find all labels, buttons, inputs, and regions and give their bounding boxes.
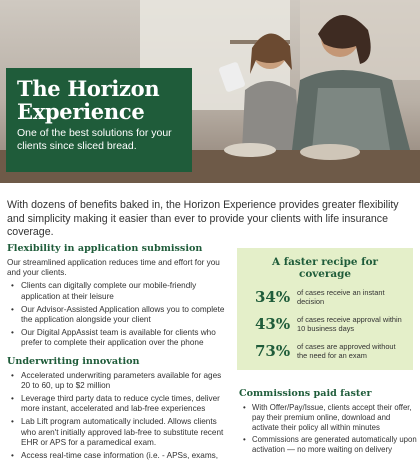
list-item: • Commissions are generated automatically upon activation — no more waiting on delivery: [239, 435, 417, 455]
stat-percent: 34%: [255, 288, 291, 306]
intro-paragraph: With dozens of benefits baked in, the Horizon Experience provides greater flexibility and simplicity making it easier than ever to provide your clients with life insurance coverage.: [7, 199, 399, 239]
coverage-title: A faster recipe for coverage: [272, 256, 378, 280]
flexibility-list: [7, 281, 227, 348]
stat-row: [247, 315, 403, 334]
left-column: [7, 243, 227, 464]
commissions-heading: Commissions paid faster: [239, 388, 372, 399]
list-item: • Our Advisor-Assisted Application allows you to complete the application alongside your client: [7, 305, 227, 325]
stat-percent: 43%: [255, 314, 291, 333]
commissions-list: [239, 403, 417, 455]
list-item: • Lab Lift program automatically included. Allows clients who aren't initially approved lab-free to substitute recent EHR or APS for a paramedical exam.: [7, 417, 227, 448]
underwriting-heading: Underwriting innovation: [7, 355, 140, 367]
underwriting-list: [7, 371, 227, 462]
commissions-section: [239, 388, 417, 458]
hero-title-box: [6, 68, 192, 172]
stat-row: [247, 288, 403, 307]
stat-percent: 73%: [255, 341, 291, 360]
flexibility-heading: Flexibility in application submission: [7, 243, 203, 254]
hero-title: The Horizon Experience: [17, 76, 160, 124]
list-item: • Leverage third party data to reduce cycle times, deliver more instant, accelerated and lab-free experiences: [7, 394, 227, 414]
hero-subtitle: One of the best solutions for your clients since sliced bread.: [17, 127, 172, 152]
list-item: • Accelerated underwriting parameters available for ages 20 to 60, up to $2 million: [7, 371, 227, 391]
list-item: • Access real-time case information (i.e. - APSs, exams,: [7, 451, 227, 461]
list-item: • With Offer/Pay/Issue, clients accept their offer, pay their premium online, download and activate their policy all within minutes: [239, 403, 417, 432]
list-item: • Our Digital AppAssist team is available for clients who prefer to complete their application over the phone: [7, 328, 227, 348]
stat-description: of cases are approved without the need for an exam: [297, 341, 396, 361]
coverage-card: [237, 248, 413, 370]
stat-row: [247, 342, 403, 361]
stat-description: of cases receive an instant decision: [297, 288, 385, 307]
list-item: • Clients can digitally complete our mobile-friendly application at their leisure: [7, 281, 227, 301]
stat-description: of cases receive approval within 10 business days: [297, 314, 402, 334]
flexibility-text: Our streamlined application reduces time and effort for you and your clients.: [7, 258, 220, 278]
hero-banner: [0, 0, 420, 183]
